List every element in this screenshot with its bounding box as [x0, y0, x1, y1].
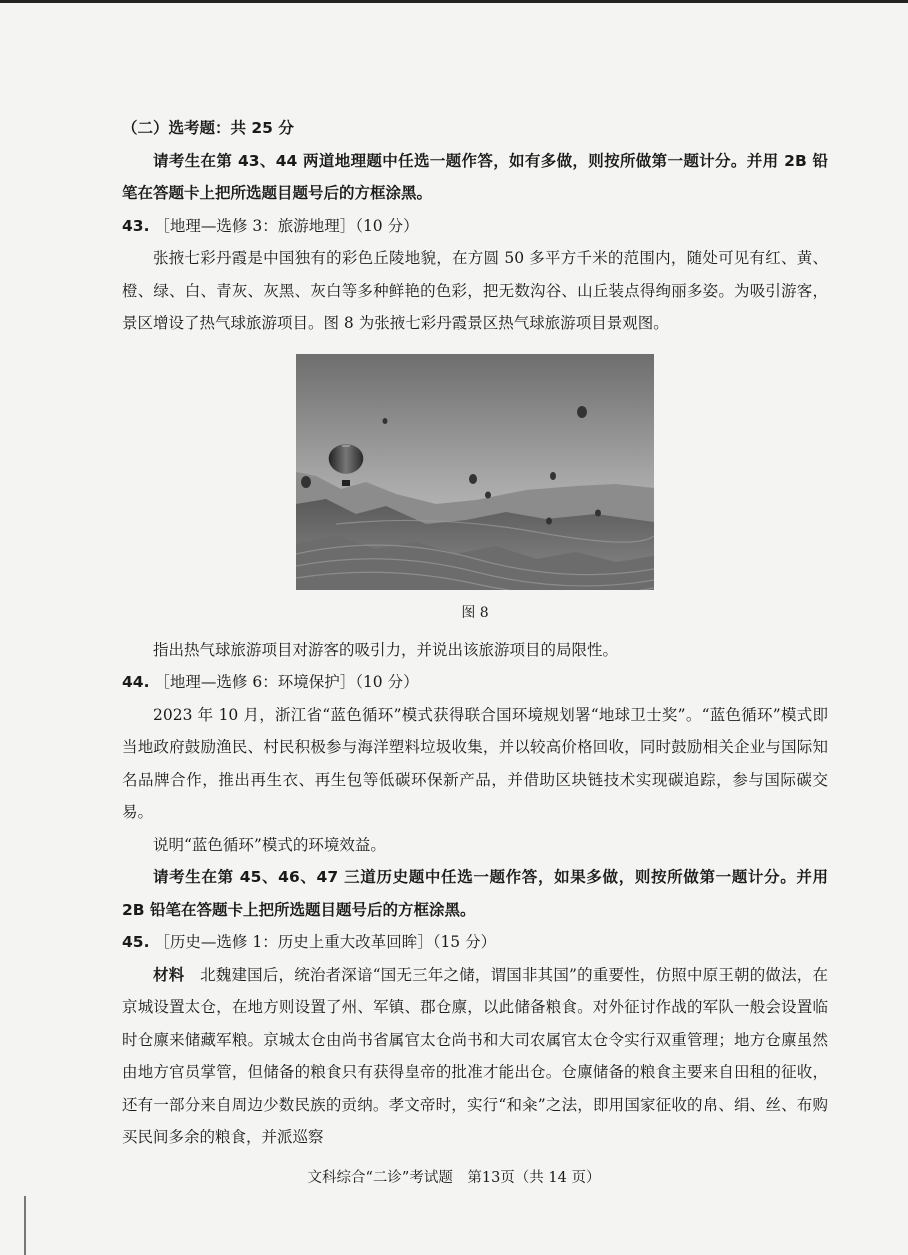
question-43-title: ［地理—选修 3：旅游地理］（10 分） — [154, 216, 419, 235]
question-44-number: 44. — [122, 673, 150, 691]
page-footer: 文科综合“二诊”考试题 第13页（共 14 页） — [307, 1170, 601, 1186]
exam-page-content — [122, 112, 828, 1154]
question-43-number: 43. — [122, 216, 150, 235]
page-top-border — [0, 0, 908, 3]
question-44-title: ［地理—选修 6：环境保护］（10 分） — [154, 673, 419, 691]
scan-edge-line — [24, 1196, 26, 1255]
material-label: 材料 — [153, 965, 185, 984]
question-43-heading — [122, 210, 828, 243]
section-header: （二）选考题：共 25 分 — [122, 119, 294, 137]
question-44-prompt: 说明“蓝色循环”模式的环境效益。 — [153, 835, 386, 854]
question-43-prompt: 指出热气球旅游项目对游客的吸引力，并说出该旅游项目的局限性。 — [153, 640, 619, 659]
question-43-passage: 张掖七彩丹霞是中国独有的彩色丘陵地貌，在方圆 50 多平方千米的范围内，随处可见有红、黄、橙、绿、白、青灰、灰黑、灰白等多种鲜艳的色彩，把无数沟谷、山丘装点得绚丽多姿。为吸引游客，景区增设了热气球旅游项目。图 8 为张掖七彩丹霞景区热气球旅游项目景观图。 — [122, 249, 828, 332]
hot-air-balloon-photo — [296, 354, 654, 590]
instruction-geography: 请考生在第 43、44 两道地理题中任选一题作答，如有多做，则按所做第一题计分。并用 2B 铅笔在答题卡上把所选题目题号后的方框涂黑。 — [122, 151, 828, 202]
figure-8-caption: 图 8 — [461, 604, 489, 621]
question-44-passage: 2023 年 10 月，浙江省“蓝色循环”模式获得联合国环境规划署“地球卫士奖”。“蓝色循环”模式即当地政府鼓励渔民、村民积极参与海洋塑料垃圾收集，并以较高价格回收，同时鼓励相关企业与国际知名品牌合作，推出再生衣、再生包等低碳环保新产品，并借助区块链技术实现碳追踪，参与国际碳交易。 — [122, 705, 828, 821]
material-text: 北魏建国后，统治者深谙“国无三年之储，谓国非其国”的重要性，仿照中原王朝的做法，在京城设置太仓，在地方则设置了州、军镇、郡仓廪，以此储备粮食。对外征讨作战的军队一般会设置临时仓廪来储藏军粮。京城太仓由尚书省属官太仓尚书和大司农属官太仓令实行双重管理；地方仓廪虽然由地方官员掌管，但储备的粮食只有获得皇帝的批准才能出仓。仓廪储备的粮食主要来自田租的征收，还有一部分来自周边少数民族的贡纳。孝文帝时，实行“和籴”之法，即用国家征收的帛、绢、丝、布购买民间多余的粮食，并派巡察 — [122, 965, 828, 1146]
figure-8-photo — [296, 354, 654, 590]
question-45-material — [122, 959, 828, 1154]
question-44-heading — [122, 666, 828, 699]
question-45-title: ［历史—选修 1：历史上重大改革回眸］（15 分） — [154, 933, 497, 951]
question-45-heading — [122, 926, 828, 959]
instruction-history: 请考生在第 45、46、47 三道历史题中任选一题作答，如果多做，则按所做第一题计分。并用 2B 铅笔在答题卡上把所选题目题号后的方框涂黑。 — [122, 868, 828, 919]
question-45-number: 45. — [122, 933, 150, 951]
